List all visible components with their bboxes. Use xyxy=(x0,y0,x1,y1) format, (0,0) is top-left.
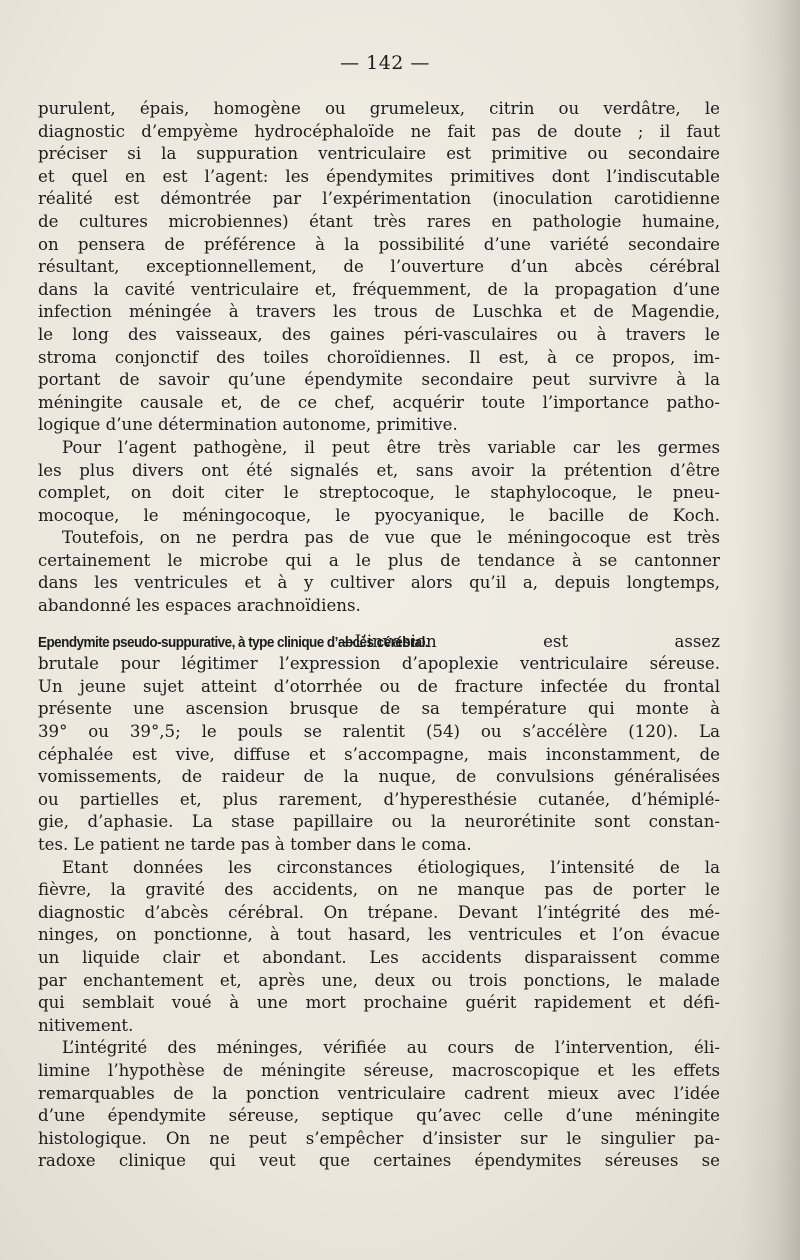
text-line: —L’invasion est assez xyxy=(338,631,720,651)
section xyxy=(38,631,720,857)
text-line: portant de savoir qu’une épendymite secondaire peut survivre à la xyxy=(38,370,720,390)
text-line: et quel en est l’agent: les épendymites primitives dont l’indiscutable xyxy=(38,166,720,186)
text-line: dans la cavité ventriculaire et, fréquemment, de la propagation d’une xyxy=(38,279,720,299)
paragraph xyxy=(38,98,720,437)
text-line: certainement le microbe qui a le plus de tendance à se cantonner xyxy=(38,550,720,570)
text-line: par enchantement et, après une, deux ou trois ponctions, le malade xyxy=(38,970,720,990)
text-line: stroma conjonctif des toiles choroïdiennes. Il est, à ce propos, im- xyxy=(38,347,720,367)
text-line: logique d’une détermination autonome, primitive. xyxy=(38,415,458,435)
text-line: ninges, on ponctionne, à tout hasard, les ventricules et l’on évacue xyxy=(38,925,720,945)
text-line: méningite causale et, de ce chef, acquérir toute l’importance patho- xyxy=(38,392,720,412)
text-line: Pour l’agent pathogène, il peut être très variable car les germes xyxy=(62,437,720,457)
text-line: infection méningée à travers les trous de Luschka et de Magendie, xyxy=(38,302,720,322)
paragraph xyxy=(38,857,720,1038)
text-line: réalité est démontrée par l’expérimentation (inoculation carotidienne xyxy=(38,189,720,209)
text-line: purulent, épais, homogène ou grumeleux, citrin ou verdâtre, le xyxy=(38,99,720,118)
text-line: fièvre, la gravité des accidents, on ne manque pas de porter le xyxy=(38,880,720,900)
text-line: L’intégrité des méninges, vérifiée au cours de l’intervention, éli- xyxy=(62,1038,720,1058)
text-line: radoxe clinique qui veut que certaines épendymites séreuses se xyxy=(38,1151,720,1171)
text-line: mocoque, le méningocoque, le pyocyanique, le bacille de Koch. xyxy=(38,505,720,525)
text-line: le long des vaisseaux, des gaines péri-vasculaires ou à travers le xyxy=(38,324,720,344)
text-line: de cultures microbiennes) étant très rares en pathologie humaine, xyxy=(38,211,720,231)
section-gap xyxy=(38,618,720,631)
text-line: gie, d’aphasie. La stase papillaire ou la neurorétinite sont constan- xyxy=(38,812,720,832)
paragraph xyxy=(38,437,720,527)
text-line: d’une épendymite séreuse, septique qu’avec celle d’une méningite xyxy=(38,1106,720,1126)
text-line: diagnostic d’abcès cérébral. On trépane. Devant l’intégrité des mé- xyxy=(38,902,720,922)
text-line: histologique. On ne peut s’empêcher d’insister sur le singulier pa- xyxy=(38,1128,720,1148)
text-line: limine l’hypothèse de méningite séreuse, macroscopique et les effets xyxy=(38,1060,720,1080)
section-first-line xyxy=(38,631,720,654)
text-line: on pensera de préférence à la possibilité d’une variété secondaire xyxy=(38,234,720,254)
section-heading-wrap xyxy=(38,631,429,654)
text-line: qui semblait voué à une mort prochaine guérit rapidement et défi- xyxy=(38,993,720,1013)
text-line: dans les ventricules et à y cultiver alors qu’il a, depuis longtemps, xyxy=(38,573,720,593)
text-line: tes. Le patient ne tarde pas à tomber dans le coma. xyxy=(38,835,472,854)
text-line: Un jeune sujet atteint d’otorrhée ou de fracture infectée du frontal xyxy=(38,676,720,696)
text-line: complet, on doit citer le streptocoque, le staphylocoque, le pneu- xyxy=(38,483,720,503)
paragraph xyxy=(38,1037,720,1173)
page-edge-shadow xyxy=(740,0,800,1260)
text-line: abandonné les espaces arachnoïdiens. xyxy=(38,596,361,616)
text-line: remarquables de la ponction ventriculaire cadrent mieux avec l’idée xyxy=(38,1083,720,1103)
text-line: diagnostic d’empyème hydrocéphaloïde ne fait pas de doute ; il faut xyxy=(38,121,720,141)
text-line: résultant, exceptionnellement, de l’ouverture d’un abcès cérébral xyxy=(38,257,720,277)
text-line: 39° ou 39°,5; le pouls se ralentit (54) ou s’accélère (120). La xyxy=(38,722,720,742)
text-line: préciser si la suppuration ventriculaire est primitive ou secondaire xyxy=(38,144,720,164)
section-heading: Ependymite pseudo-suppurative, à type clinique d’abcès cérébral. xyxy=(38,633,429,651)
text-line: les plus divers ont été signalés et, sans avoir la prétention d’être xyxy=(38,460,720,480)
paragraph xyxy=(38,527,720,617)
text-line: Etant données les circonstances étiologiques, l’intensité de la xyxy=(62,857,720,877)
text-line: Toutefois, on ne perdra pas de vue que le méningocoque est très xyxy=(62,528,720,548)
text-line: céphalée est vive, diffuse et s’accompagne, mais inconstamment, de xyxy=(38,744,720,764)
text-line: nitivement. xyxy=(38,1015,134,1035)
text-line: ou partielles et, plus rarement, d’hyperesthésie cutanée, d’hémiplé- xyxy=(38,789,720,809)
text-line: vomissements, de raideur de la nuque, de convulsions généralisées xyxy=(38,767,720,787)
text-line: brutale pour légitimer l’expression d’apoplexie ventriculaire séreuse. xyxy=(38,654,720,674)
text-line: présente une ascension brusque de sa température qui monte à xyxy=(38,699,720,719)
page-number: — 142 — xyxy=(340,52,430,74)
body-text xyxy=(38,98,720,1173)
text-line: un liquide clair et abondant. Les accidents disparaissent comme xyxy=(38,947,720,967)
